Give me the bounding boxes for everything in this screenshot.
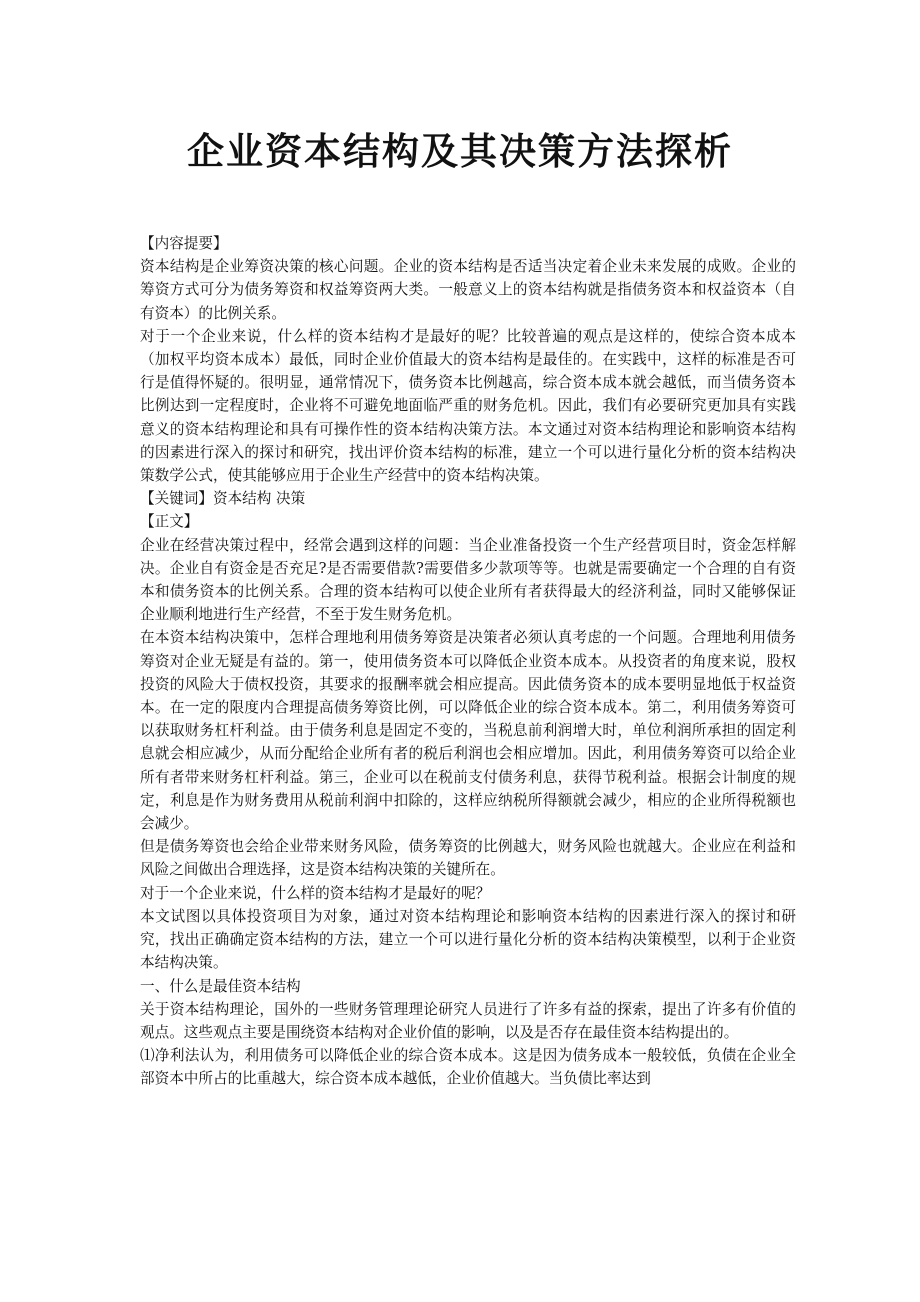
section-heading-1: 一、什么是最佳资本结构 bbox=[140, 977, 301, 995]
body-paragraph-1: 企业在经营决策过程中，经常会遇到这样的问题：当企业准备投资一个生产经营项目时，资金怎样解决。企业自有资金是否充足?是否需要借款?需要借多少款项等等。也就是需要确定一个合理的自有资本和债务资本的比例关系。合理的资本结构可以使企业所有者获得最大的经济利益，同时又能够保证企业顺利地进行生产经营，不至于发生财务危机。 bbox=[140, 536, 796, 624]
keywords-line: 【关键词】资本结构 决策 bbox=[140, 490, 306, 508]
document-title: 企业资本结构及其决策方法探析 bbox=[187, 129, 733, 173]
abstract-paragraph-1: 资本结构是企业筹资决策的核心问题。企业的资本结构是否适当决定着企业未来发展的成败。企业的筹资方式可分为债务筹资和权益筹资两大类。一般意义上的资本结构就是指债务资本和权益资本（自有资本）的比例关系。 bbox=[140, 258, 796, 322]
body-paragraph-6: 关于资本结构理论，国外的一些财务管理理论研究人员进行了许多有益的探索，提出了许多有价值的观点。这些观点主要是围绕资本结构对企业价值的影响，以及是否存在最佳资本结构提出的。 bbox=[140, 1000, 796, 1041]
section-heading-body: 【正文】 bbox=[140, 513, 199, 531]
abstract-paragraph-2: 对于一个企业来说，什么样的资本结构才是最好的呢？比较普遍的观点是这样的，使综合资本成本（加权平均资本成本）最低，同时企业价值最大的资本结构是最佳的。在实践中，这样的标准是否可行是值得怀疑的。很明显，通常情况下，债务资本比例越高，综合资本成本就会越低，而当债务资本比例达到一定程度时，企业将不可避免地面临严重的财务危机。因此，我们有必要研究更加具有实践意义的资本结构理论和具有可操作性的资本结构决策方法。本文通过对资本结构理论和影响资本结构的因素进行深入的探讨和研究，找出评价资本结构的标准，建立一个可以进行量化分析的资本结构决策数学公式，使其能够应用于企业生产经营中的资本结构决策。 bbox=[140, 327, 796, 485]
section-heading-abstract: 【内容提要】 bbox=[140, 235, 228, 252]
body-paragraph-3: 但是债务筹资也会给企业带来财务风险，债务筹资的比例越大，财务风险也就越大。企业应在利益和风险之间做出合理选择，这是资本结构决策的关键所在。 bbox=[140, 838, 796, 879]
body-paragraph-5: 本文试图以具体投资项目为对象，通过对资本结构理论和影响资本结构的因素进行深入的探讨和研究，找出正确确定资本结构的方法，建立一个可以进行量化分析的资本结构决策模型，以利于企业资本结构决策。 bbox=[140, 907, 796, 972]
body-paragraph-7: ⑴净利法认为，利用债务可以降低企业的综合资本成本。这是因为债务成本一般较低，负债在企业全部资本中所占的比重越大，综合资本成本越低，企业价值越大。当负债比率达到 bbox=[140, 1047, 796, 1088]
body-paragraph-4: 对于一个企业来说，什么样的资本结构才是最好的呢？ bbox=[140, 884, 491, 902]
document-body bbox=[140, 232, 796, 1091]
body-paragraph-2: 在本资本结构决策中，怎样合理地利用债务筹资是决策者必须认真考虑的一个问题。合理地利用债务筹资对企业无疑是有益的。第一，使用债务资本可以降低企业资本成本。从投资者的角度来说，股权投资的风险大于债权投资，其要求的报酬率就会相应提高。因此债务资本的成本要明显地低于权益资本。在一定的限度内合理提高债务筹资比例，可以降低企业的综合资本成本。第二，利用债务筹资可以获取财务杠杆利益。由于债务利息是固定不变的，当税息前利润增大时，单位利润所承担的固定利息就会相应减少，从而分配给企业所有者的税后利润也会相应增加。因此，利用债务筹资可以给企业所有者带来财务杠杆利益。第三，企业可以在税前支付债务利息，获得节税利益。根据会计制度的规定，利息是作为财务费用从税前利润中扣除的，这样应纳税所得额就会减少，相应的企业所得税额也会减少。 bbox=[140, 629, 796, 833]
